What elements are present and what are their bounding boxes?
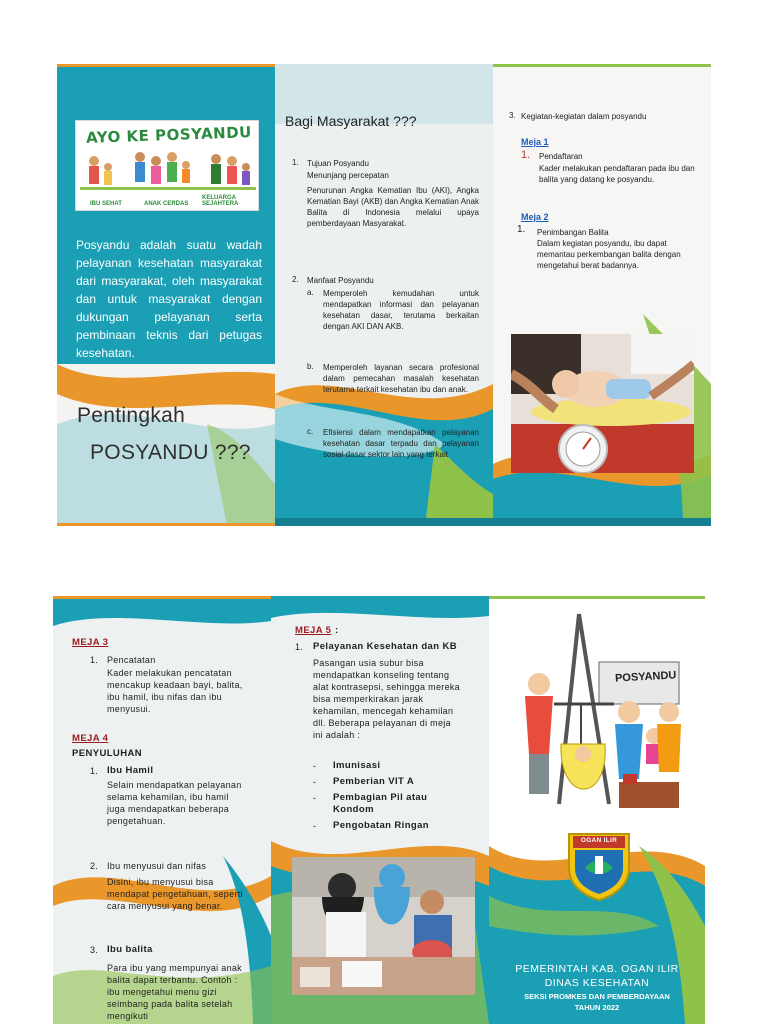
poster-caption: IBU SEHAT [90,201,122,207]
poster-people-illustration [80,147,256,197]
sublist-body: Efisiensi dalam mendapatkan pelayanan kesehatan dasar terpadu dan pelayanan sosial dasar sektor lain yang terkait [323,428,479,459]
list-item-body: Pasangan usia subur bisa mendapatkan konseling tentang alat kontrasepsi, sehingga mereka bisa memperkirakan jarak kehamilan, mencegah kehamilan dll. Beberapa pelayanan di meja ini adalah : [313,658,460,740]
brochure-outside-sheet [57,64,711,526]
meja-3-label: MEJA 3 [72,637,109,648]
list-item-title: Ibu Hamil [107,765,154,776]
meja-5-colon: : [335,625,339,636]
cartoon-sign-text: POSYANDU [614,669,677,685]
meja-2-body: Dalam kegiatan posyandu, ibu dapat memantau perkembangan balita dengan mengetahui berat badannya. [537,239,681,270]
panel-cover [489,596,705,1024]
meja-3-body: Kader melakukan pencatatan mencakup keadaan bayi, balita, ibu hamil, ibu nifas dan ibu menyusui. [107,668,243,714]
meja-2-title: Penimbangan Balita [537,228,609,237]
meja-1-body: Kader melakukan pendaftaran pada ibu dan balita yang datang ke posyandu. [539,164,695,184]
bullet-dash: - [313,777,317,787]
top-accent-line [493,64,711,67]
panel-kegiatan [493,64,711,526]
meja-1-title: Pendaftaran [539,152,583,161]
list-item-body: Disini, ibu menyusui bisa mendapat pengetahuan, seperti cara menyusui yang benar. [107,877,243,911]
list-item-body: Para ibu yang mempunyai anak balita dapat terbantu. Contoh : ibu mengetahui menu gizi seimbang pada balita setelah mengikuti [107,963,242,1021]
ogan-ilir-logo [565,828,633,902]
list-item-body: Penurunan Angka Kematian Ibu (AKI), Angka Kematian Bayi (AKB) dan Angka Kematian Anak Balita di Indonesia melalui upaya pemberdayaan Masyarakat. [307,186,479,228]
baby-weighing-photo [511,334,694,473]
list-item-title: Ibu menyusui dan nifas [107,861,207,871]
question-line-1: Pentingkah [77,404,186,427]
poster-caption: KELUARGA SEJAHTERA [202,195,239,207]
sublist-letter: a. [307,288,314,297]
weighing-scale-cartoon [519,604,687,816]
service-item: Pembagian Pil atau Kondom [333,792,428,815]
list-number: 3. [509,111,516,120]
list-item-title: Manfaat Posyandu [307,276,374,285]
list-number: 3. [90,945,99,955]
bottom-accent-line [57,523,275,526]
list-item-body: Selain mendapatkan pelayanan selama kehamilan, ibu hamil juga mendapatkan beberapa pengetahuan. [107,780,242,826]
panel-intro [57,64,275,526]
posyandu-cartoon [519,604,687,816]
sublist-letter: b. [307,362,314,371]
bullet-dash: - [313,821,317,831]
meja-4-subtitle: PENYULUHAN [72,748,142,759]
list-number: 1. [517,224,526,235]
ayo-ke-posyandu-poster [75,120,259,211]
list-item-subtitle: Menunjang percepatan [307,171,389,180]
meja-4-label: MEJA 4 [72,733,109,744]
list-item-title: Ibu balita [107,944,153,955]
posyandu-definition: Posyandu adalah suatu wadah pelayanan kesehatan masyarakat dari masyarakat, oleh masyarakat dan untuk masyarakat dengan dukungan pelayanan serta pembinaan teknis dari petugas kesehatan. [76,238,262,360]
baby-weighing-illustration [511,334,694,473]
list-item-title: Tujuan Posyandu [307,159,369,168]
top-accent-line [57,64,275,67]
health-service-illustration [292,857,475,995]
service-item: Pengobatan Ringan [333,820,429,831]
panel-meja-5 [271,596,489,1024]
footer-government: PEMERINTAH KAB. OGAN ILIR [515,963,679,975]
bullet-dash: - [313,761,317,771]
list-number: 1. [90,766,99,776]
section-heading: Kegiatan-kegiatan dalam posyandu [521,112,647,121]
top-accent-line [489,596,705,599]
bullet-dash: - [313,793,317,803]
list-number: 2. [292,275,299,284]
service-item: Pemberian VIT A [333,776,415,787]
meja-1-label: Meja 1 [521,137,549,147]
meja-3-title: Pencatatan [107,655,156,665]
health-service-photo [292,857,475,995]
brochure-inside-sheet [53,596,705,1024]
sublist-letter: c. [307,427,314,436]
top-accent-line [53,596,271,599]
section-heading: Bagi Masyarakat ??? [285,113,417,129]
sublist-body: Memperoleh kemudahan untuk mendapatkan informasi dan pelayanan kesehatan dasar, terutama berkaitan dengan AKI DAN AKB. [323,289,479,331]
list-number: 2. [90,861,99,871]
list-number: 1. [521,149,531,161]
panel-bagi-masyarakat [275,64,493,526]
list-number: 1. [292,158,299,167]
meja-2-label: Meja 2 [521,212,549,222]
list-number: 1. [295,642,304,652]
list-item-title: Pelayanan Kesehatan dan KB [313,641,457,652]
meja-5-label: MEJA 5 [295,625,332,636]
sublist-body: Memperoleh layanan secara profesional dalam pemecahan masalah kesehatan terutama terkait kesehatan ibu dan anak. [323,363,479,394]
panel-meja-3-4 [53,596,271,1024]
service-item: Imunisasi [333,760,381,771]
poster-caption: ANAK CERDAS [144,201,189,207]
logo-banner-text: OGAN ILIR [580,837,618,844]
poster-title: AYO KE POSYANDU [85,123,253,147]
footer-year: TAHUN 2022 [574,1003,620,1012]
question-line-2: POSYANDU ??? [90,441,251,464]
list-number: 1. [90,655,99,665]
footer-section: SEKSI PROMKES DAN PEMBERDAYAAN [524,992,670,1001]
footer-agency: DINAS KESEHATAN [544,977,650,989]
